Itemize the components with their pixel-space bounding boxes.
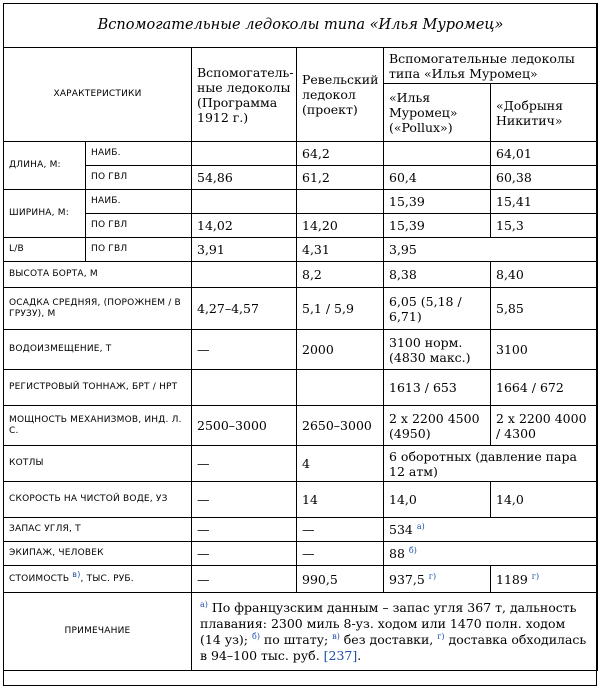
- row-label-length: ДЛИНА, М:: [4, 142, 86, 190]
- row-width-max: [4, 190, 598, 214]
- cell: 15,3: [491, 214, 598, 238]
- cell: —: [297, 518, 384, 542]
- row-note: [4, 593, 598, 671]
- cell: 8,38: [384, 262, 491, 288]
- cell-crew: [384, 542, 598, 566]
- cell: [192, 190, 297, 214]
- row-board: [4, 262, 598, 288]
- footnote-ref: г): [531, 571, 540, 581]
- cell: [192, 262, 297, 288]
- specs-table-frame: [3, 3, 597, 686]
- citation-link[interactable]: [237]: [323, 647, 358, 663]
- cell: —: [192, 446, 297, 482]
- footnote-ref: в): [332, 631, 340, 641]
- row-boilers: [4, 446, 598, 482]
- footnote-ref: а): [416, 521, 425, 531]
- title-row: [4, 4, 598, 48]
- note-part: доставка обходилась в 94–100 тыс. руб.: [200, 631, 587, 663]
- row-label-speed: СКОРОСТЬ НА ЧИСТОЙ ВОДЕ, УЗ: [4, 482, 192, 518]
- note-part: по штату;: [259, 631, 333, 647]
- note-part: .: [357, 647, 362, 663]
- row-label-cost: [4, 566, 192, 593]
- footnote-ref: г): [437, 631, 445, 641]
- cell: 61,2: [297, 166, 384, 190]
- cell: —: [192, 566, 297, 593]
- cell: 3100: [491, 330, 598, 370]
- cell: 60,38: [491, 166, 598, 190]
- cell: 4,27–4,57: [192, 288, 297, 330]
- note-part: По французским данным – запас угля 367 т, дальность плавания: 2300 миль 8-уз. ходом или 1470 полн. ходом (14 уз);: [200, 599, 577, 647]
- cell: 60,4: [384, 166, 491, 190]
- cell: 8,2: [297, 262, 384, 288]
- row-speed: [4, 482, 598, 518]
- sub-label-max: НАИБ.: [86, 190, 192, 214]
- sub-label-max: НАИБ.: [86, 142, 192, 166]
- cell: 14,0: [491, 482, 598, 518]
- row-coal: [4, 518, 598, 542]
- cell: —: [192, 330, 297, 370]
- cell: —: [192, 542, 297, 566]
- cell: [192, 370, 297, 406]
- cell: 64,01: [491, 142, 598, 166]
- cell: 15,39: [384, 190, 491, 214]
- footnote-ref: г): [428, 571, 437, 581]
- cell: [297, 370, 384, 406]
- cell: 1664 / 672: [491, 370, 598, 406]
- cell: 6 оборотных (давление пара 12 атм): [384, 446, 598, 482]
- note-part: без доставки,: [339, 631, 438, 647]
- cell-cost-4: [491, 566, 598, 593]
- label-part: СТОИМОСТЬ: [9, 573, 70, 584]
- cell: 1613 / 653: [384, 370, 491, 406]
- row-tonnage: [4, 370, 598, 406]
- row-power: [4, 406, 598, 446]
- cell: 2650–3000: [297, 406, 384, 446]
- footnote-ref: б): [252, 631, 260, 641]
- row-label-power: МОЩНОСТЬ МЕХАНИЗМОВ, ИНД. Л. С.: [4, 406, 192, 446]
- row-crew: [4, 542, 598, 566]
- row-cost: [4, 566, 598, 593]
- row-label-tonnage: РЕГИСТРОВЫЙ ТОННАЖ, БРТ / НРТ: [4, 370, 192, 406]
- cell: 15,39: [384, 214, 491, 238]
- row-label-crew: ЭКИПАЖ, ЧЕЛОВЕК: [4, 542, 192, 566]
- cell: 3,91: [192, 238, 297, 262]
- label-part: , ТЫС. РУБ.: [80, 573, 134, 584]
- cell: 990,5: [297, 566, 384, 593]
- note-text: [192, 593, 598, 671]
- cell: 2000: [297, 330, 384, 370]
- row-label-draft: ОСАДКА СРЕДНЯЯ, (ПОРОЖНЕМ / В ГРУЗУ), М: [4, 288, 192, 330]
- cell: 14,20: [297, 214, 384, 238]
- cell: 4: [297, 446, 384, 482]
- cell: 2 х 2200 4000 / 4300: [491, 406, 598, 446]
- cell-value: 1189: [496, 571, 528, 587]
- cell-coal: [384, 518, 598, 542]
- cell: 14,0: [384, 482, 491, 518]
- cell-cost-3: [384, 566, 491, 593]
- row-label-lb: L/B: [4, 238, 86, 262]
- sub-label-wl: ПО ГВЛ: [86, 238, 192, 262]
- cell-value: 88: [389, 546, 405, 561]
- cell: —: [192, 518, 297, 542]
- cell: 15,41: [491, 190, 598, 214]
- cell: 4,31: [297, 238, 384, 262]
- row-lb: [4, 238, 598, 262]
- sub-label-wl: ПО ГВЛ: [86, 214, 192, 238]
- footnote-ref: б): [408, 545, 417, 555]
- row-label-displacement: ВОДОИЗМЕЩЕНИЕ, Т: [4, 330, 192, 370]
- cell: 8,40: [491, 262, 598, 288]
- header-characteristics: ХАРАКТЕРИСТИКИ: [4, 48, 192, 142]
- cell: 3,95: [384, 238, 598, 262]
- row-label-width: ШИРИНА, М:: [4, 190, 86, 238]
- cell: 54,86: [192, 166, 297, 190]
- note-label: ПРИМЕЧАНИЕ: [4, 593, 192, 671]
- table-title: Вспомогательные ледоколы типа «Илья Муромец»: [4, 4, 598, 48]
- cell: 5,1 / 5,9: [297, 288, 384, 330]
- row-label-boilers: КОТЛЫ: [4, 446, 192, 482]
- cell: [384, 142, 491, 166]
- cell: 2 х 2200 4500 (4950): [384, 406, 491, 446]
- cell: 14: [297, 482, 384, 518]
- header-col-4: «Добрыня Никитич»: [491, 84, 598, 142]
- row-displacement: [4, 330, 598, 370]
- cell: 3100 норм. (4830 макс.): [384, 330, 491, 370]
- specs-table: [3, 3, 598, 671]
- row-label-board: ВЫСОТА БОРТА, М: [4, 262, 192, 288]
- row-length-max: [4, 142, 598, 166]
- header-col-1: Вспомогатель-ные ледоколы (Программа 1912 г.): [192, 48, 297, 142]
- cell: 64,2: [297, 142, 384, 166]
- cell: [192, 142, 297, 166]
- cell: 6,05 (5,18 / 6,71): [384, 288, 491, 330]
- row-label-coal: ЗАПАС УГЛЯ, Т: [4, 518, 192, 542]
- row-length-wl: [4, 166, 598, 190]
- cell: [297, 190, 384, 214]
- cell-value: 534: [389, 522, 413, 537]
- cell: 2500–3000: [192, 406, 297, 446]
- cell: —: [297, 542, 384, 566]
- sub-label-wl: ПО ГВЛ: [86, 166, 192, 190]
- cell: —: [192, 482, 297, 518]
- cell: 5,85: [491, 288, 598, 330]
- row-width-wl: [4, 214, 598, 238]
- cell-value: 937,5: [389, 571, 425, 587]
- header-col-3: «Илья Муромец» («Pollux»): [384, 84, 491, 142]
- cell: 14,02: [192, 214, 297, 238]
- header-col-2: Ревельский ледокол (проект): [297, 48, 384, 142]
- row-draft: [4, 288, 598, 330]
- footnote-ref: в): [72, 569, 81, 579]
- footnote-ref: а): [200, 599, 208, 609]
- header-group: Вспомогательные ледоколы типа «Илья Муромец»: [384, 48, 598, 84]
- header-row-1: [4, 48, 598, 84]
